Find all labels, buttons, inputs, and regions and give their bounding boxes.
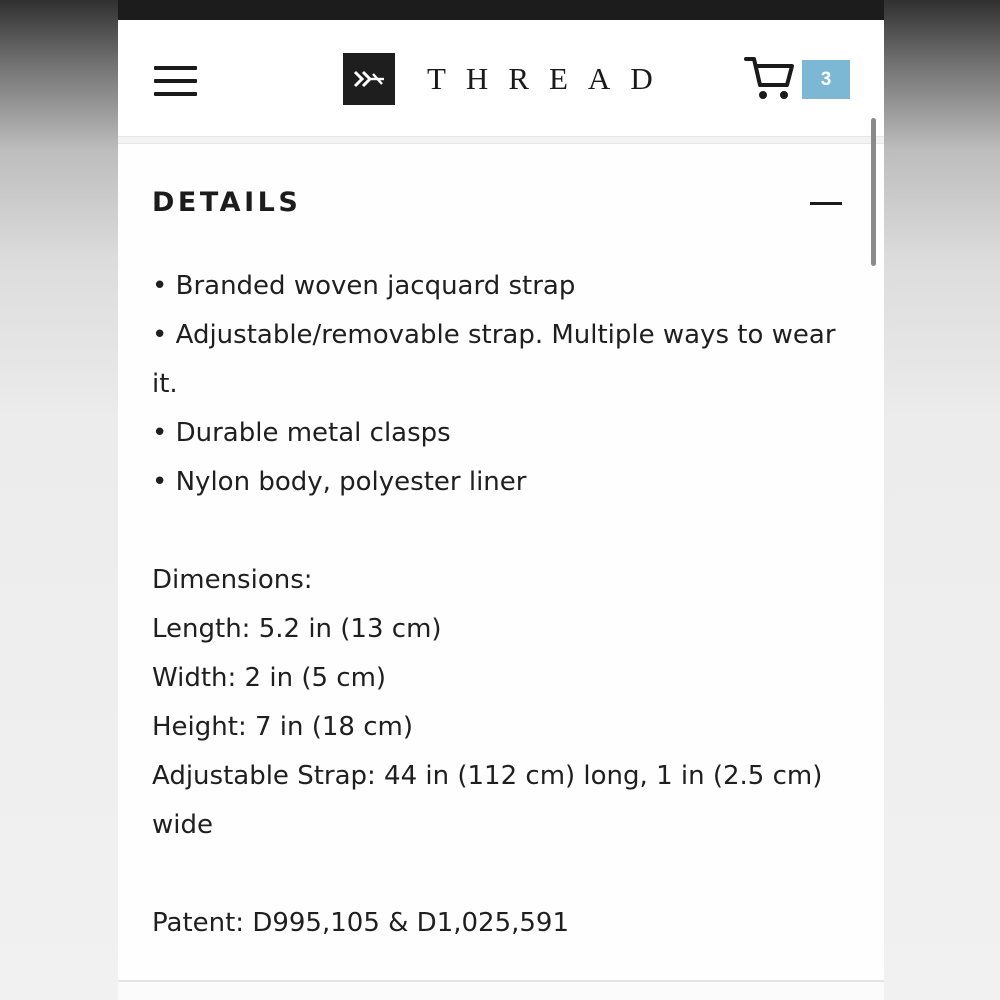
mobile-page xyxy=(118,0,884,1000)
scrollbar-thumb[interactable] xyxy=(871,118,876,266)
promo-banner[interactable] xyxy=(118,0,884,20)
detail-bullet: • Nylon body, polyester liner xyxy=(152,458,842,507)
detail-bullet: • Branded woven jacquard strap xyxy=(152,262,842,311)
section-divider xyxy=(118,980,884,1000)
dimension-width: Width: 2 in (5 cm) xyxy=(152,663,387,693)
patent-info: Patent: D995,105 & D1,025,591 xyxy=(152,908,570,938)
brand-name: THREAD xyxy=(427,61,673,96)
detail-bullet: • Adjustable/removable strap. Multiple ways to wear it. xyxy=(152,311,842,409)
dimensions-heading: Dimensions: xyxy=(152,565,313,595)
hamburger-menu-icon[interactable] xyxy=(154,66,197,96)
dimension-strap: Adjustable Strap: 44 in (112 cm) long, 1 in (2.5 cm) wide xyxy=(152,761,823,840)
dimension-height: Height: 7 in (18 cm) xyxy=(152,712,414,742)
details-heading: DETAILS xyxy=(152,187,302,218)
shopping-cart-icon[interactable] xyxy=(744,54,794,102)
brand-logo[interactable] xyxy=(343,53,673,105)
minus-icon[interactable] xyxy=(808,196,844,212)
thread-logo-icon xyxy=(343,53,395,105)
detail-bullet: • Durable metal clasps xyxy=(152,409,842,458)
dimension-length: Length: 5.2 in (13 cm) xyxy=(152,614,442,644)
cart-count-badge[interactable]: 3 xyxy=(802,60,850,99)
details-content xyxy=(152,262,842,948)
site-header xyxy=(118,20,884,136)
header-divider xyxy=(118,136,884,144)
